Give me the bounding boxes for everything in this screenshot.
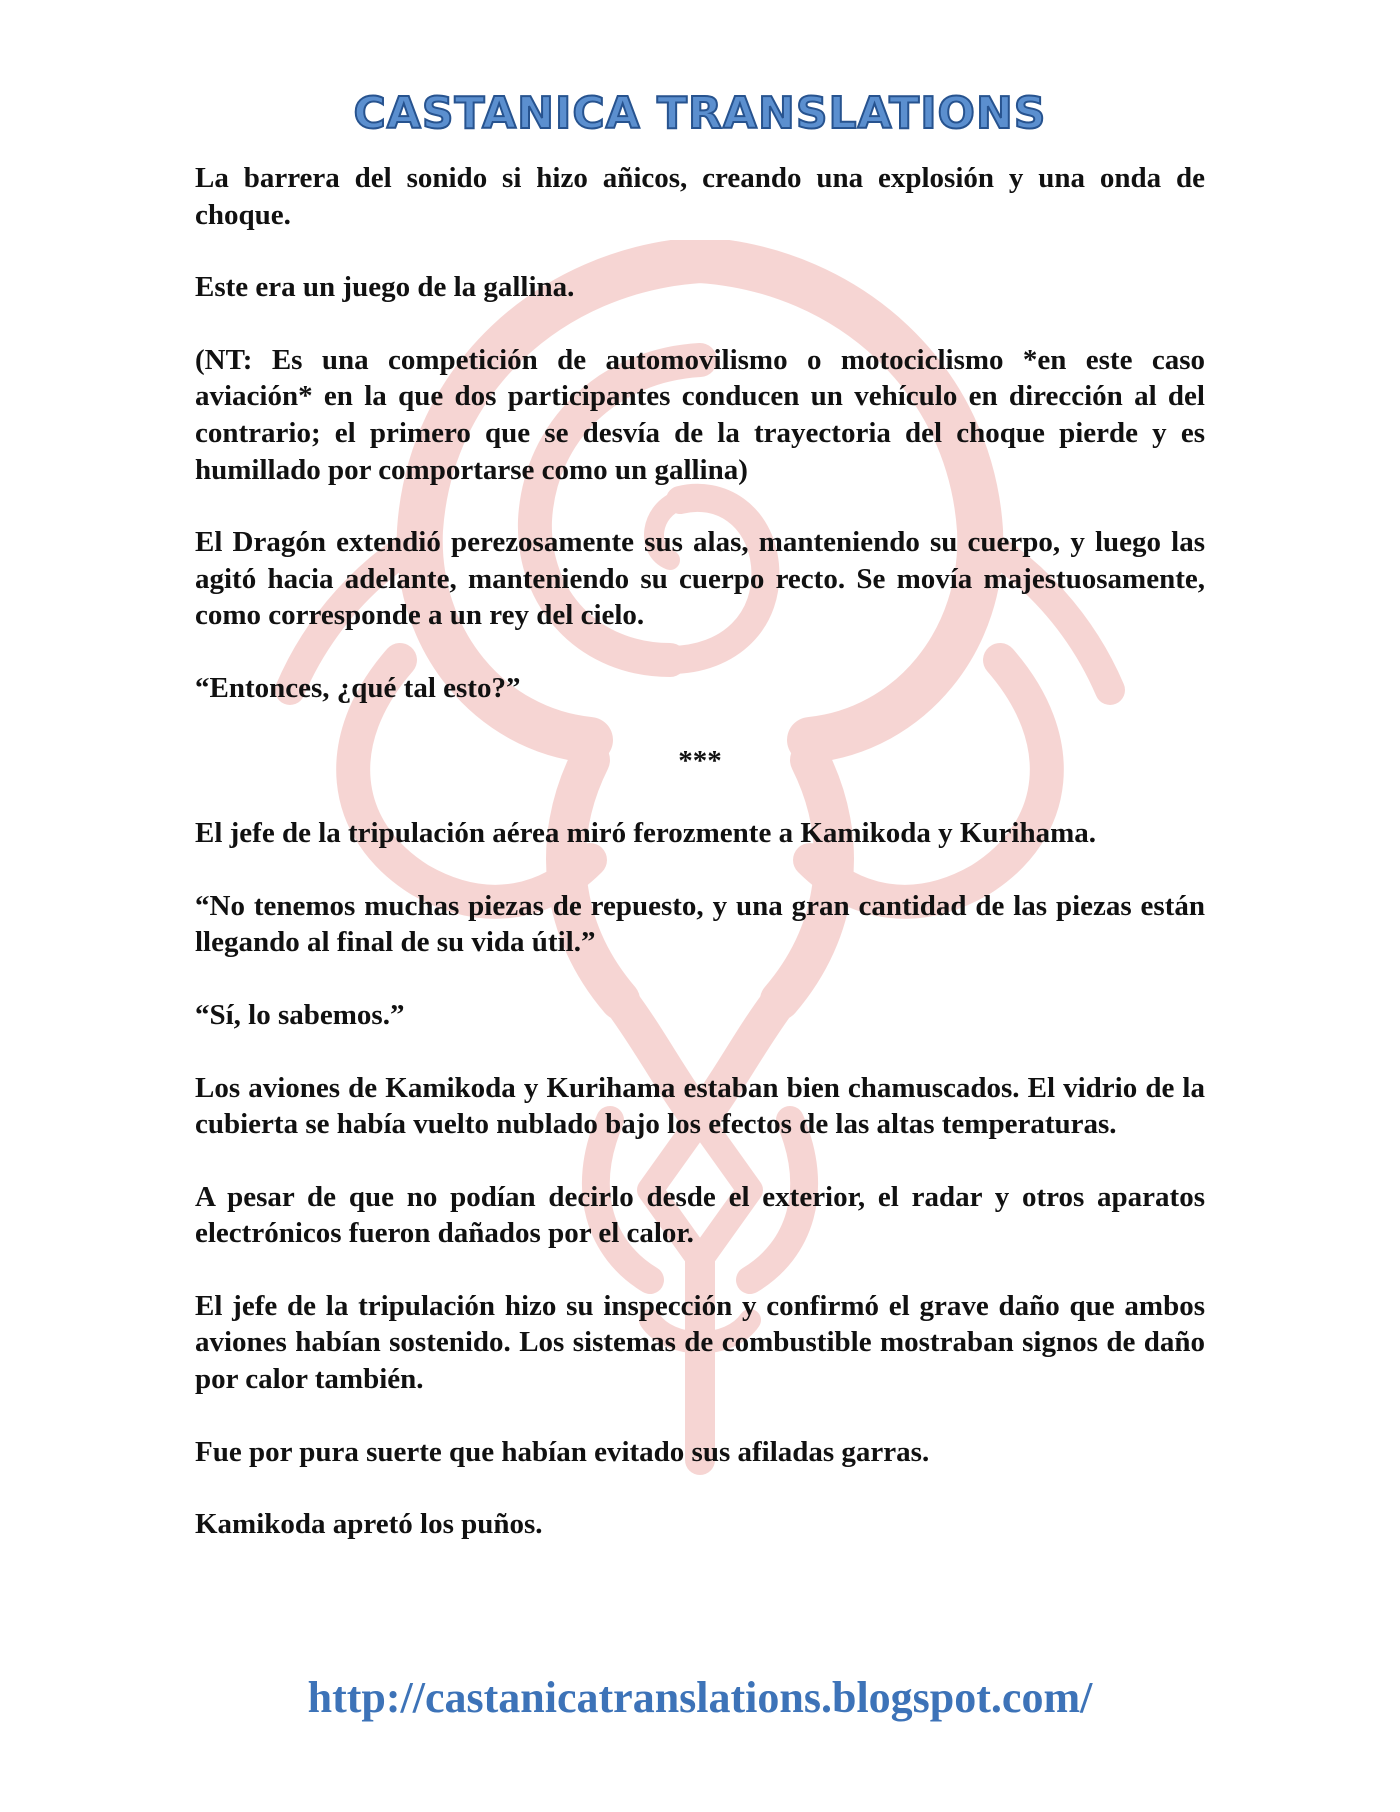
paragraph: El jefe de la tripulación aérea miró ferozmente a Kamikoda y Kurihama. <box>195 817 1097 850</box>
paragraph: La barrera del sonido si hizo añicos, creando una explosión y una onda de choque. <box>195 162 1205 231</box>
paragraph: El jefe de la tripulación hizo su inspección y confirmó el grave daño que ambos aviones habían sostenido. Los sistemas de combustible mostraban signos de daño por calor también. <box>195 1289 1205 1396</box>
paragraph: El Dragón extendió perezosamente sus alas, manteniendo su cuerpo, y luego las agitó hacia adelante, manteniendo su cuerpo recto. Se movía majestuosamente, como corresponde a un rey del cielo. <box>195 526 1205 632</box>
paragraph: “No tenemos muchas piezas de repuesto, y una gran cantidad de las piezas están llegando al final de su vida útil.” <box>195 889 1205 959</box>
paragraph: Los aviones de Kamikoda y Kurihama estaban bien chamuscados. El vidrio de la cubierta se había vuelto nublado bajo los efectos de las altas temperaturas. <box>195 1071 1205 1141</box>
paragraph: A pesar de que no podían decirlo desde el exterior, el radar y otros aparatos electrónicos fueron dañados por el calor. <box>195 1180 1205 1250</box>
section-separator: *** <box>678 744 722 777</box>
document-body <box>195 160 1205 1579</box>
paragraph: “Sí, lo sabemos.” <box>195 998 405 1031</box>
paragraph: (NT: Es una competición de automovilismo o motociclismo *en este caso aviación* en la que dos participantes conducen un vehículo en dirección al del contrario; el primero que se desvía de la trayectoria del choque pierde y es humillado por comportarse como un gallina) <box>195 343 1205 486</box>
paragraph: Kamikoda apretó los puños. <box>195 1508 543 1541</box>
footer-url-link[interactable]: http://castanicatranslations.blogspot.com/ <box>307 1673 1093 1722</box>
paragraph: Fue por pura suerte que habían evitado sus afiladas garras. <box>195 1435 930 1468</box>
paragraph: “Entonces, ¿qué tal esto?” <box>195 671 521 704</box>
page-title: CASTANICA TRANSLATIONS <box>353 88 1047 139</box>
paragraph: Este era un juego de la gallina. <box>195 271 575 304</box>
